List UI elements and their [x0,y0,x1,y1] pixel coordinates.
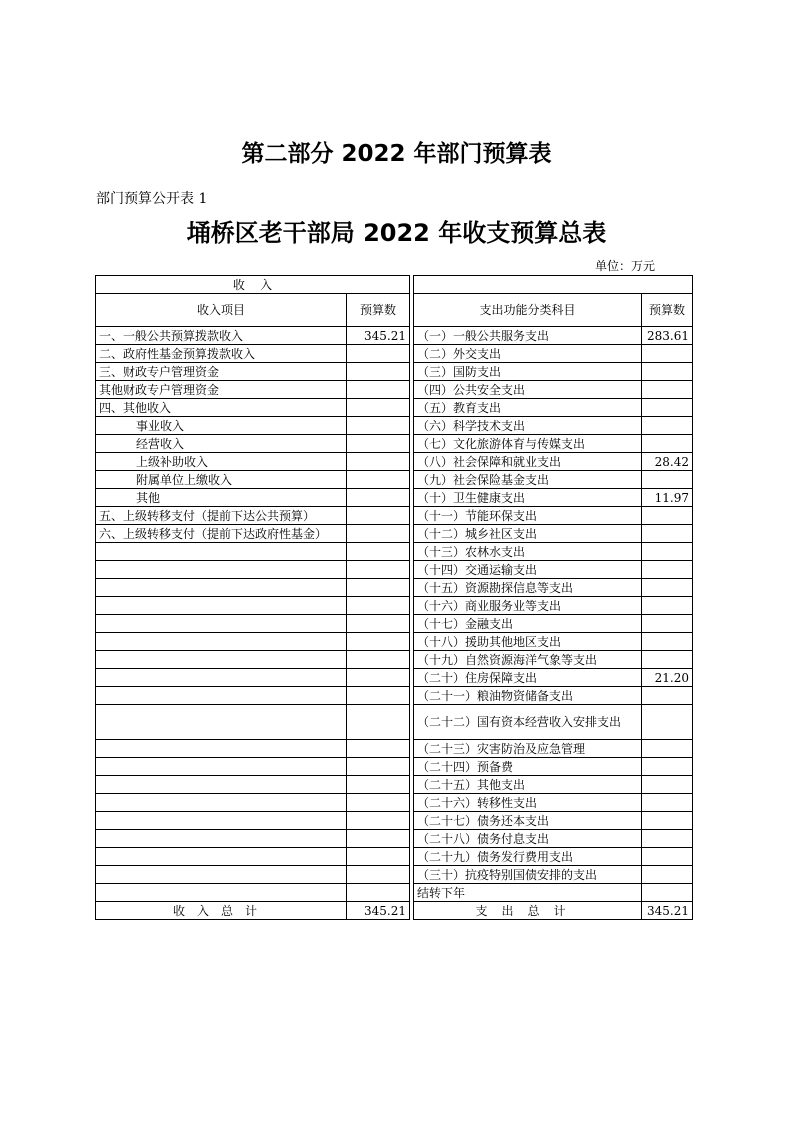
table-row [96,866,693,884]
expense-item: （二十六）转移性支出 [414,794,642,812]
expense-amount [642,381,693,399]
income-item [96,848,347,866]
table-row [96,794,693,812]
income-item: 二、政府性基金预算拨款收入 [96,345,347,363]
income-item [96,651,347,669]
expense-amount: 283.61 [642,327,693,345]
expense-item: （三）国防支出 [414,363,642,381]
income-amount [347,705,410,740]
table-row [96,399,693,417]
income-amount [347,489,410,507]
income-amount [347,830,410,848]
expense-amount [642,417,693,435]
expense-item: （二）外交支出 [414,345,642,363]
income-item: 其他 [96,489,347,507]
expense-item: （一）一般公共服务支出 [414,327,642,345]
expense-item: （十）卫生健康支出 [414,489,642,507]
expense-amount [642,399,693,417]
income-amount [347,794,410,812]
income-item-header: 收入项目 [96,294,347,327]
expense-amount [642,687,693,705]
income-amount [347,435,410,453]
income-item: 上级补助收入 [96,453,347,471]
table-row [96,507,693,525]
expense-amount [642,507,693,525]
expense-item: （十五）资源勘探信息等支出 [414,579,642,597]
income-item: 其他财政专户管理资金 [96,381,347,399]
income-amount [347,525,410,543]
table-row [96,651,693,669]
income-amount [347,345,410,363]
expense-amount [642,561,693,579]
table-row [96,327,693,345]
table-row [96,615,693,633]
expense-header-blank [414,276,693,294]
income-item: 六、上级转移支付（提前下达政府性基金） [96,525,347,543]
table-row [96,758,693,776]
income-amount [347,615,410,633]
income-amount [347,776,410,794]
expense-item: （十四）交通运输支出 [414,561,642,579]
expense-item: （九）社会保险基金支出 [414,471,642,489]
expense-amount [642,579,693,597]
income-item [96,866,347,884]
table-row [96,884,693,902]
expense-amount [642,866,693,884]
income-amount [347,740,410,758]
expense-item: （六）科学技术支出 [414,417,642,435]
expense-item: （二十四）预备费 [414,758,642,776]
expense-item: （四）公共安全支出 [414,381,642,399]
income-amount [347,812,410,830]
income-item [96,687,347,705]
income-item [96,705,347,740]
expense-amount [642,525,693,543]
expense-amount [642,651,693,669]
expense-amount [642,597,693,615]
income-amount [347,597,410,615]
expense-amount [642,740,693,758]
income-item: 四、其他收入 [96,399,347,417]
column-header-row [96,294,693,327]
expense-amount: 21.20 [642,669,693,687]
expense-item: （五）教育支出 [414,399,642,417]
expense-amount: 28.42 [642,453,693,471]
table-row [96,848,693,866]
table-row [96,705,693,740]
expense-amount [642,812,693,830]
expense-item: （八）社会保障和就业支出 [414,453,642,471]
income-amount [347,651,410,669]
income-item: 五、上级转移支付（提前下达公共预算） [96,507,347,525]
expense-amount-header: 预算数 [642,294,693,327]
table-row [96,633,693,651]
table-row [96,669,693,687]
expense-item: （二十五）其他支出 [414,776,642,794]
income-amount [347,363,410,381]
expense-item: （七）文化旅游体育与传媒支出 [414,435,642,453]
budget-table [95,275,693,920]
income-item [96,561,347,579]
table-row [96,525,693,543]
expense-total-label: 支出总计 [414,902,642,920]
income-item: 三、财政专户管理资金 [96,363,347,381]
expense-item: （二十）住房保障支出 [414,669,642,687]
table-row [96,597,693,615]
expense-amount [642,776,693,794]
income-item [96,776,347,794]
expense-amount [642,884,693,902]
income-item [96,633,347,651]
expense-item: （十一）节能环保支出 [414,507,642,525]
table-row [96,579,693,597]
expense-amount [642,363,693,381]
expense-amount [642,435,693,453]
income-total-value: 345.21 [347,902,410,920]
table-row [96,543,693,561]
expense-item: （二十九）债务发行费用支出 [414,848,642,866]
income-item: 经营收入 [96,435,347,453]
income-header-row [96,276,693,294]
expense-item: （十九）自然资源海洋气象等支出 [414,651,642,669]
income-item [96,794,347,812]
expense-item: （二十二）国有资本经营收入安排支出 [414,705,642,740]
expense-amount [642,794,693,812]
income-amount [347,399,410,417]
income-item [96,884,347,902]
expense-item: （十六）商业服务业等支出 [414,597,642,615]
expense-amount [642,345,693,363]
income-amount [347,561,410,579]
income-amount [347,579,410,597]
totals-row [96,902,693,920]
income-amount [347,471,410,489]
expense-amount [642,758,693,776]
income-amount [347,543,410,561]
table-row [96,435,693,453]
income-amount [347,884,410,902]
table-row [96,687,693,705]
table-row [96,812,693,830]
expense-amount [642,615,693,633]
income-item: 一、一般公共预算拨款收入 [96,327,347,345]
expense-item: （二十七）债务还本支出 [414,812,642,830]
income-amount-header: 预算数 [347,294,410,327]
income-header: 收 入 [96,276,410,294]
income-item [96,830,347,848]
expense-amount [642,633,693,651]
main-title: 埇桥区老干部局 2022 年收支预算总表 [186,219,607,247]
income-amount [347,507,410,525]
expense-item: （十七）金融支出 [414,615,642,633]
income-item [96,615,347,633]
budget-table-body [96,276,693,920]
expense-amount [642,543,693,561]
table-row [96,417,693,435]
table-row [96,740,693,758]
income-amount [347,758,410,776]
expense-item: （十八）援助其他地区支出 [414,633,642,651]
table-row [96,830,693,848]
part-title: 第二部分 2022 年部门预算表 [241,141,552,167]
income-amount [347,687,410,705]
income-item [96,758,347,776]
table-row [96,345,693,363]
income-item [96,597,347,615]
income-amount: 345.21 [347,327,410,345]
expense-item: （三十）抗疫特别国债安排的支出 [414,866,642,884]
table-row [96,776,693,794]
income-amount [347,848,410,866]
unit-label: 单位：万元 [595,259,656,273]
income-amount [347,381,410,399]
expense-item: （十二）城乡社区支出 [414,525,642,543]
expense-item: 结转下年 [414,884,642,902]
expense-item: （二十八）债务付息支出 [414,830,642,848]
expense-amount [642,471,693,489]
expense-item: （十三）农林水支出 [414,543,642,561]
expense-amount [642,848,693,866]
income-amount [347,633,410,651]
expense-amount [642,830,693,848]
income-item [96,543,347,561]
income-amount [347,453,410,471]
table-row [96,453,693,471]
income-item: 事业收入 [96,417,347,435]
income-item [96,579,347,597]
table-row [96,471,693,489]
table-row [96,489,693,507]
income-total-label: 收入总计 [96,902,347,920]
income-item [96,740,347,758]
expense-amount: 11.97 [642,489,693,507]
income-amount [347,866,410,884]
expense-item-header: 支出功能分类科目 [414,294,642,327]
expense-total-value: 345.21 [642,902,693,920]
expense-amount [642,705,693,740]
income-amount [347,669,410,687]
income-amount [347,417,410,435]
table-row [96,381,693,399]
table-row [96,561,693,579]
expense-item: （二十三）灾害防治及应急管理 [414,740,642,758]
table-code: 部门预算公开表 1 [96,191,208,207]
income-item [96,812,347,830]
table-row [96,363,693,381]
expense-item: （二十一）粮油物资储备支出 [414,687,642,705]
income-item: 附属单位上缴收入 [96,471,347,489]
income-item [96,669,347,687]
